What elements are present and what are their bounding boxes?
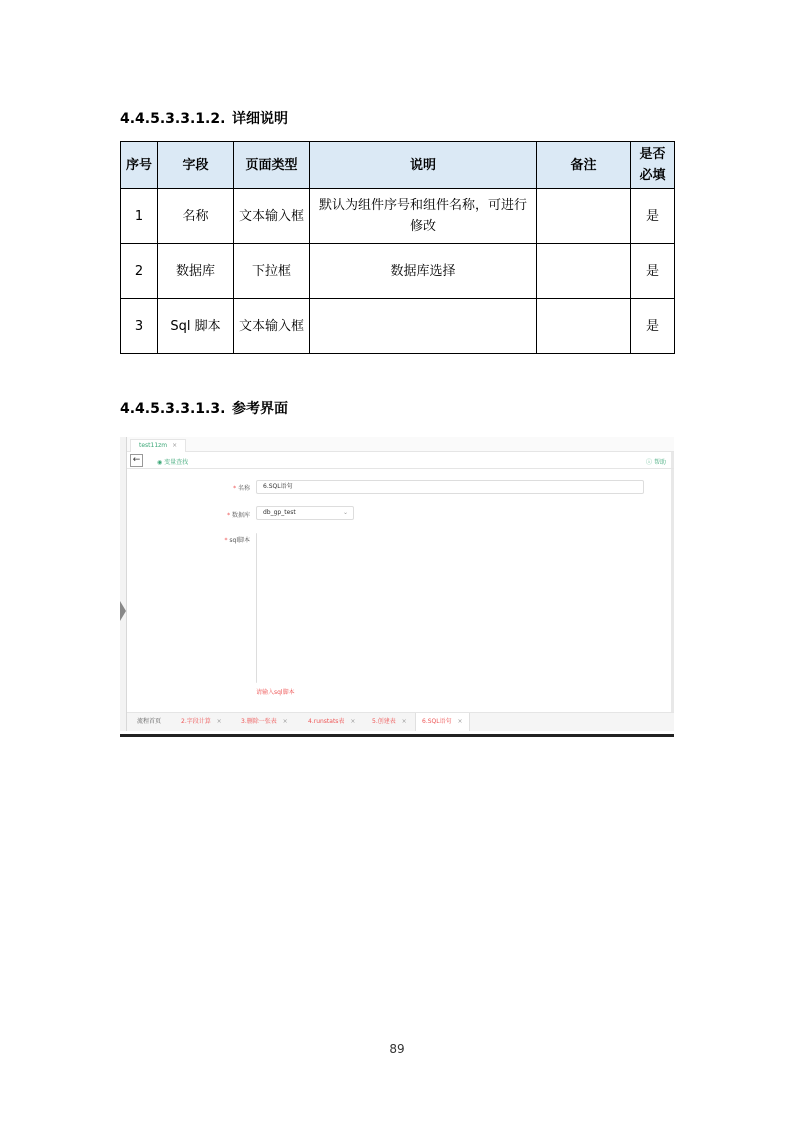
header-cell: 备注 — [537, 142, 631, 189]
table-cell: 名称 — [158, 189, 234, 244]
chevron-down-icon: ⌄ — [342, 509, 348, 516]
top-tab-bar — [127, 437, 674, 452]
table-cell: 3 — [121, 299, 158, 354]
table-row — [121, 189, 675, 244]
name-input[interactable]: 6.SQL语句 — [256, 480, 644, 494]
left-rail — [120, 437, 127, 731]
header-cell: 说明 — [310, 142, 537, 189]
header-cell: 字段 — [158, 142, 234, 189]
db-label — [190, 510, 250, 519]
help-label: 帮助 — [653, 459, 666, 466]
header-cell: 页面类型 — [234, 142, 310, 189]
table-row — [121, 299, 675, 354]
table-cell: 文本输入框 — [234, 189, 310, 244]
help-button[interactable] — [646, 457, 666, 466]
tab-label: test11zm — [139, 442, 168, 449]
required-mark: * — [224, 537, 228, 544]
table-cell: 是 — [631, 244, 675, 299]
db-select-value: db_gp_test — [263, 509, 296, 516]
close-icon[interactable]: × — [401, 718, 407, 725]
database-select[interactable] — [256, 506, 354, 520]
header-cell: 是否必填 — [631, 142, 675, 189]
sql-label — [190, 535, 250, 544]
table-cell: 1 — [121, 189, 158, 244]
reference-ui-screenshot — [120, 437, 674, 737]
section-number: 4.4.5.3.3.1.3. — [120, 401, 226, 417]
sql-error-text: 请输入sql脚本 — [256, 689, 295, 696]
db-label-text: 数据库 — [231, 512, 250, 519]
sql-script-textarea[interactable] — [256, 533, 258, 683]
field-spec-table — [120, 141, 675, 354]
bottom-tab-runstats[interactable] — [302, 713, 361, 731]
bottom-tab-label: 2.字段计算 — [181, 718, 211, 725]
table-cell — [310, 299, 537, 354]
table-cell: 文本输入框 — [234, 299, 310, 354]
table-cell: 数据库 — [158, 244, 234, 299]
collapse-arrow-icon[interactable] — [120, 601, 126, 621]
table-cell: 是 — [631, 299, 675, 354]
table-cell — [537, 299, 631, 354]
table-row — [121, 244, 675, 299]
bottom-tab-label: 4.runstats表 — [308, 718, 345, 725]
toolbar — [127, 452, 674, 469]
table-cell: 2 — [121, 244, 158, 299]
bottom-tab-label: 3.删除一张表 — [241, 718, 277, 725]
question-icon: ⓘ — [646, 459, 653, 466]
table-cell: 是 — [631, 189, 675, 244]
variable-search-button[interactable] — [157, 457, 188, 466]
page-number: 89 — [389, 1042, 405, 1056]
name-label — [190, 483, 250, 492]
table-cell: 下拉框 — [234, 244, 310, 299]
bottom-tab-create-table[interactable] — [366, 713, 413, 731]
back-arrow-icon[interactable]: ← — [130, 454, 143, 467]
close-icon[interactable]: × — [216, 718, 222, 725]
section-title: 详细说明 — [232, 111, 288, 127]
bottom-tab-label: 流程首页 — [137, 718, 162, 725]
eye-icon: ◉ — [157, 459, 163, 466]
section-number: 4.4.5.3.3.1.2. — [120, 111, 226, 127]
header-cell: 序号 — [121, 142, 158, 189]
bottom-tab-delete-table[interactable] — [235, 713, 294, 731]
bottom-tab-field-calc[interactable] — [175, 713, 228, 731]
section-heading-details — [120, 108, 288, 128]
bottom-tab-label: 5.创建表 — [372, 718, 396, 725]
required-mark: * — [233, 485, 237, 492]
tab-test11zm[interactable] — [130, 439, 186, 452]
close-icon[interactable]: × — [350, 718, 356, 725]
required-mark: * — [227, 512, 231, 519]
bottom-tab-label: 6.SQL语句 — [422, 718, 452, 725]
section-title: 参考界面 — [232, 401, 288, 417]
right-scrollbar[interactable] — [671, 437, 674, 731]
bottom-tab-home[interactable] — [131, 713, 167, 731]
table-cell: 数据库选择 — [310, 244, 537, 299]
table-cell — [537, 244, 631, 299]
bottom-tab-sql-statement[interactable] — [415, 713, 470, 731]
table-cell: Sql 脚本 — [158, 299, 234, 354]
table-cell: 默认为组件序号和组件名称，可进行修改 — [310, 189, 537, 244]
variable-search-label: 变量查找 — [164, 459, 189, 466]
table-cell — [537, 189, 631, 244]
name-label-text: 名称 — [237, 485, 250, 492]
table-header-row — [121, 142, 675, 189]
close-icon[interactable]: × — [457, 718, 463, 725]
sql-label-text: sql脚本 — [229, 537, 250, 544]
section-heading-reference — [120, 398, 288, 418]
close-icon[interactable]: × — [282, 718, 288, 725]
bottom-tab-bar — [127, 712, 674, 731]
close-icon[interactable]: × — [172, 442, 178, 449]
